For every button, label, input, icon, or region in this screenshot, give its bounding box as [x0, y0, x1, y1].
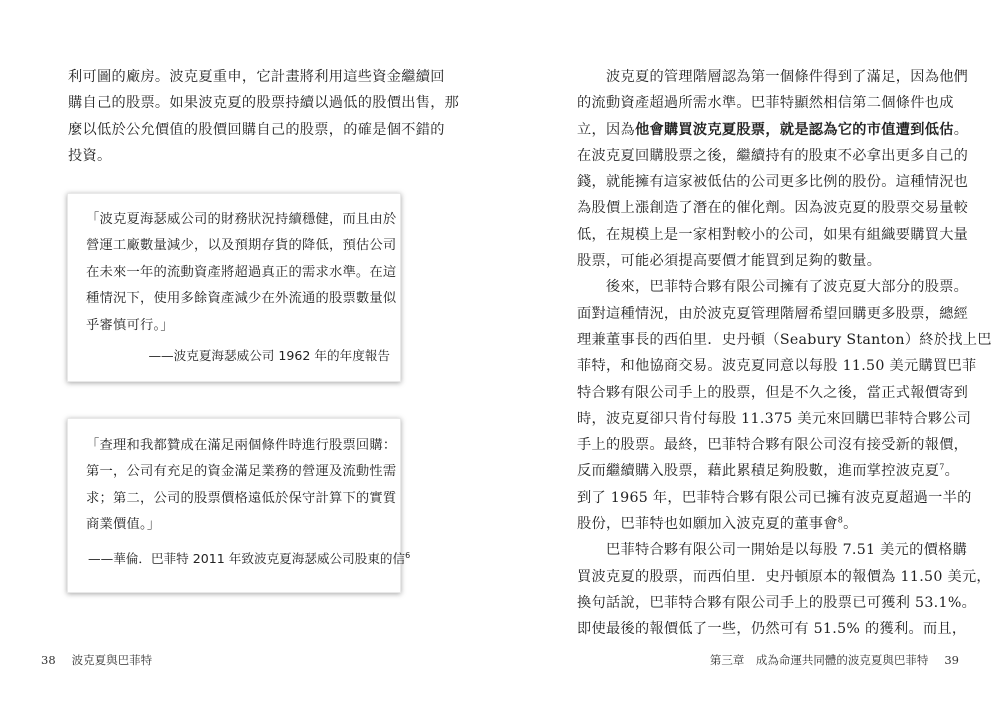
paragraph-line: 錢，就能擁有這家被低估的公司更多比例的股份。這種情況也 [577, 174, 969, 191]
left-footer [41, 652, 152, 668]
bold-emphasis: 他會購買波克夏股票，就是認為它的市值遭到低估 [634, 121, 954, 138]
quote-line: 營運工廠數量減少，以及預期存貨的降低，預估公司 [86, 238, 397, 254]
paragraph-line: 在波克夏回購股票之後，繼續持有的股東不必拿出更多自己的 [577, 147, 969, 164]
paragraph-line: 投資。 [68, 147, 112, 164]
left-body-text [68, 64, 459, 169]
text-run: 。 [843, 516, 858, 533]
running-title: 波克夏與巴菲特 [71, 653, 153, 667]
paragraph-line: 即使最後的報價低了一些，仍然可有 51.5% 的獲利。而且， [577, 621, 967, 638]
right-page [500, 0, 1000, 709]
paragraph-line: 到了 1965 年，巴菲特合夥有限公司已擁有波克夏超過一半的 [577, 489, 972, 506]
quote-line: 求；第二，公司的股票價格遠低於保守計算下的實質 [86, 490, 397, 506]
paragraph-line: 後來，巴菲特合夥有限公司擁有了波克夏大部分的股票。 [577, 279, 969, 296]
paragraph-line: 麼以低於公允價值的股價回購自己的股票，的確是個不錯的 [68, 121, 445, 138]
paragraph-line [577, 458, 992, 484]
quote-line: 「查理和我都贊成在滿足兩個條件時進行股票回購： [86, 438, 397, 453]
footnote-marker: 6 [405, 550, 411, 560]
quote-line: 種情況下，使用多餘資產減少在外流通的股票數量似 [86, 291, 397, 307]
right-body-text [577, 64, 992, 643]
page-number: 39 [944, 653, 959, 667]
quote-source: ——波克夏海瑟威公司 1962 年的年度報告 [148, 348, 390, 363]
paragraph-line: 低，在規模上是一家相對較小的公司，如果有組織要購買大量 [577, 226, 969, 243]
paragraph-line: 利可圖的廠房。波克夏重申，它計畫將利用這些資金繼續回 [68, 69, 445, 85]
quote-source-text: ——華倫．巴菲特 2011 年致波克夏海瑟威公司股東的信 [88, 551, 406, 566]
quote-line: 乎審慎可行。」 [86, 317, 174, 333]
paragraph-line [577, 117, 992, 143]
paragraph-line: 購自己的股票。如果波克夏的股票持續以過低的股價出售，那 [68, 95, 460, 112]
text-run: 反而繼續購入股票，藉此累積足夠股數，進而掌控波克夏 [577, 463, 940, 480]
quote-line: 商業價值。」 [86, 517, 161, 533]
page-number: 38 [41, 653, 56, 667]
quote-box-1962-report [67, 193, 401, 382]
footnote-marker: 8 [837, 515, 844, 525]
quote-box-2011-letter [67, 418, 411, 593]
paragraph-line: 的流動資產超過所需水準。巴菲特顯然相信第二個條件也成 [577, 95, 954, 112]
running-title: 第三章 成為命運共同體的波克夏與巴菲特 [709, 653, 929, 667]
paragraph-line: 股票，可能必須提高要價才能買到足夠的數量。 [577, 253, 882, 270]
quote-source [88, 548, 410, 567]
paragraph-line: 面對這種情況，由於波克夏管理階層希望回購更多股票，總經 [577, 305, 969, 322]
footnote-marker: 7 [939, 462, 945, 472]
quote-line: 在未來一年的流動資產將超過真正的需求水準。在這 [86, 264, 397, 280]
paragraph-line: 理兼董事長的西伯里．史丹頓（Seabury Stanton）終於找上巴 [577, 331, 992, 348]
paragraph-line: 換句話說，巴菲特合夥有限公司手上的股票已可獲利 53.1%。 [577, 594, 977, 611]
paragraph-line: 時，波克夏卻只肯付每股 11.375 美元來回購巴菲特合夥公司 [577, 410, 972, 427]
paragraph-line: 波克夏的管理階層認為第一個條件得到了滿足，因為他們 [577, 69, 969, 85]
paragraph-line: 巴菲特合夥有限公司一開始是以每股 7.51 美元的價格購 [577, 542, 968, 559]
paragraph-line: 菲特，和他協商交易。波克夏同意以每股 11.50 美元購買巴菲 [577, 358, 977, 375]
paragraph-line [577, 511, 992, 537]
text-run: 。 [953, 121, 969, 138]
paragraph-line: 特合夥有限公司手上的股票，但是不久之後，當正式報價寄到 [577, 384, 969, 401]
text-run: 股份，巴菲特也如願加入波克夏的董事會 [577, 516, 838, 533]
paragraph-line: 買波克夏的股票，而西伯里．史丹頓原本的報價為 11.50 美元， [577, 568, 991, 585]
paragraph-line: 為股價上漲創造了潛在的催化劑。因為波克夏的股票交易量較 [577, 200, 969, 217]
paragraph-line: 手上的股票。最終，巴菲特合夥有限公司沒有接受新的報價， [577, 437, 969, 454]
quote-line: 「波克夏海瑟威公司的財務狀況持續穩健，而且由於 [86, 212, 397, 227]
quote-line: 第一，公司有充足的資金滿足業務的營運及流動性需 [86, 464, 397, 480]
text-run: 立，因為 [577, 121, 635, 138]
text-run: 。 [944, 463, 960, 480]
right-footer [710, 652, 959, 668]
